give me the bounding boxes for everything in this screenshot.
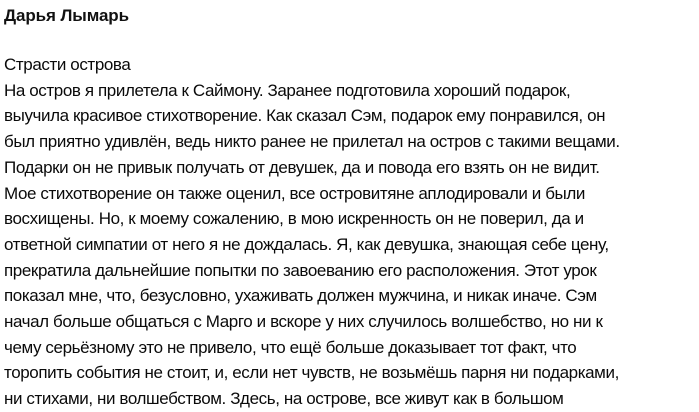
post-text-line: начал больше общаться с Марго и вскоре у них случилось волшебство, но ни к [4,312,603,332]
post-title: Страсти острова [4,55,131,74]
post-text-line: показал мне, что, безусловно, ухаживать должен мужчина, и никак иначе. Сэм [4,286,597,306]
post-text-line: выучила красивое стихотворение. Как сказал Сэм, подарок ему понравился, он [4,106,606,126]
post-text-line: прекратила дальнейшие попытки по завоеванию его расположения. Этот урок [4,260,597,280]
post-text-line: чему серьёзному это не привело, что ещё больше доказывает тот факт, что [4,337,577,357]
post-text-line: ответной симпатии от него я не дождалась. Я, как девушка, знающая себе цену, [4,234,609,254]
post-text-line: ни стихами, ни волшебством. Здесь, на острове, все живут как в большом [4,389,564,409]
post-body [4,52,699,412]
post-text-line: Мое стихотворение он также оценил, все островитяне аплодировали и были [4,183,585,203]
post-text-line: На остров я прилетела к Саймону. Заранее подготовила хороший подарок, [4,80,571,100]
post-text-line: был приятно удивлён, ведь никто ранее не прилетал на остров с такими вещами. [4,132,620,152]
post-text-line: Подарки он не привык получать от девушек, да и повода его взять он не видит. [4,157,600,177]
author-name: Дарья Лымарь [4,6,129,25]
post-text-line: торопить события не стоит, и, если нет чувств, не возьмёшь парня ни подарками, [4,363,619,383]
post-text-line: восхищены. Но, к моему сожалению, в мою искренность он не поверил, да и [4,209,584,229]
